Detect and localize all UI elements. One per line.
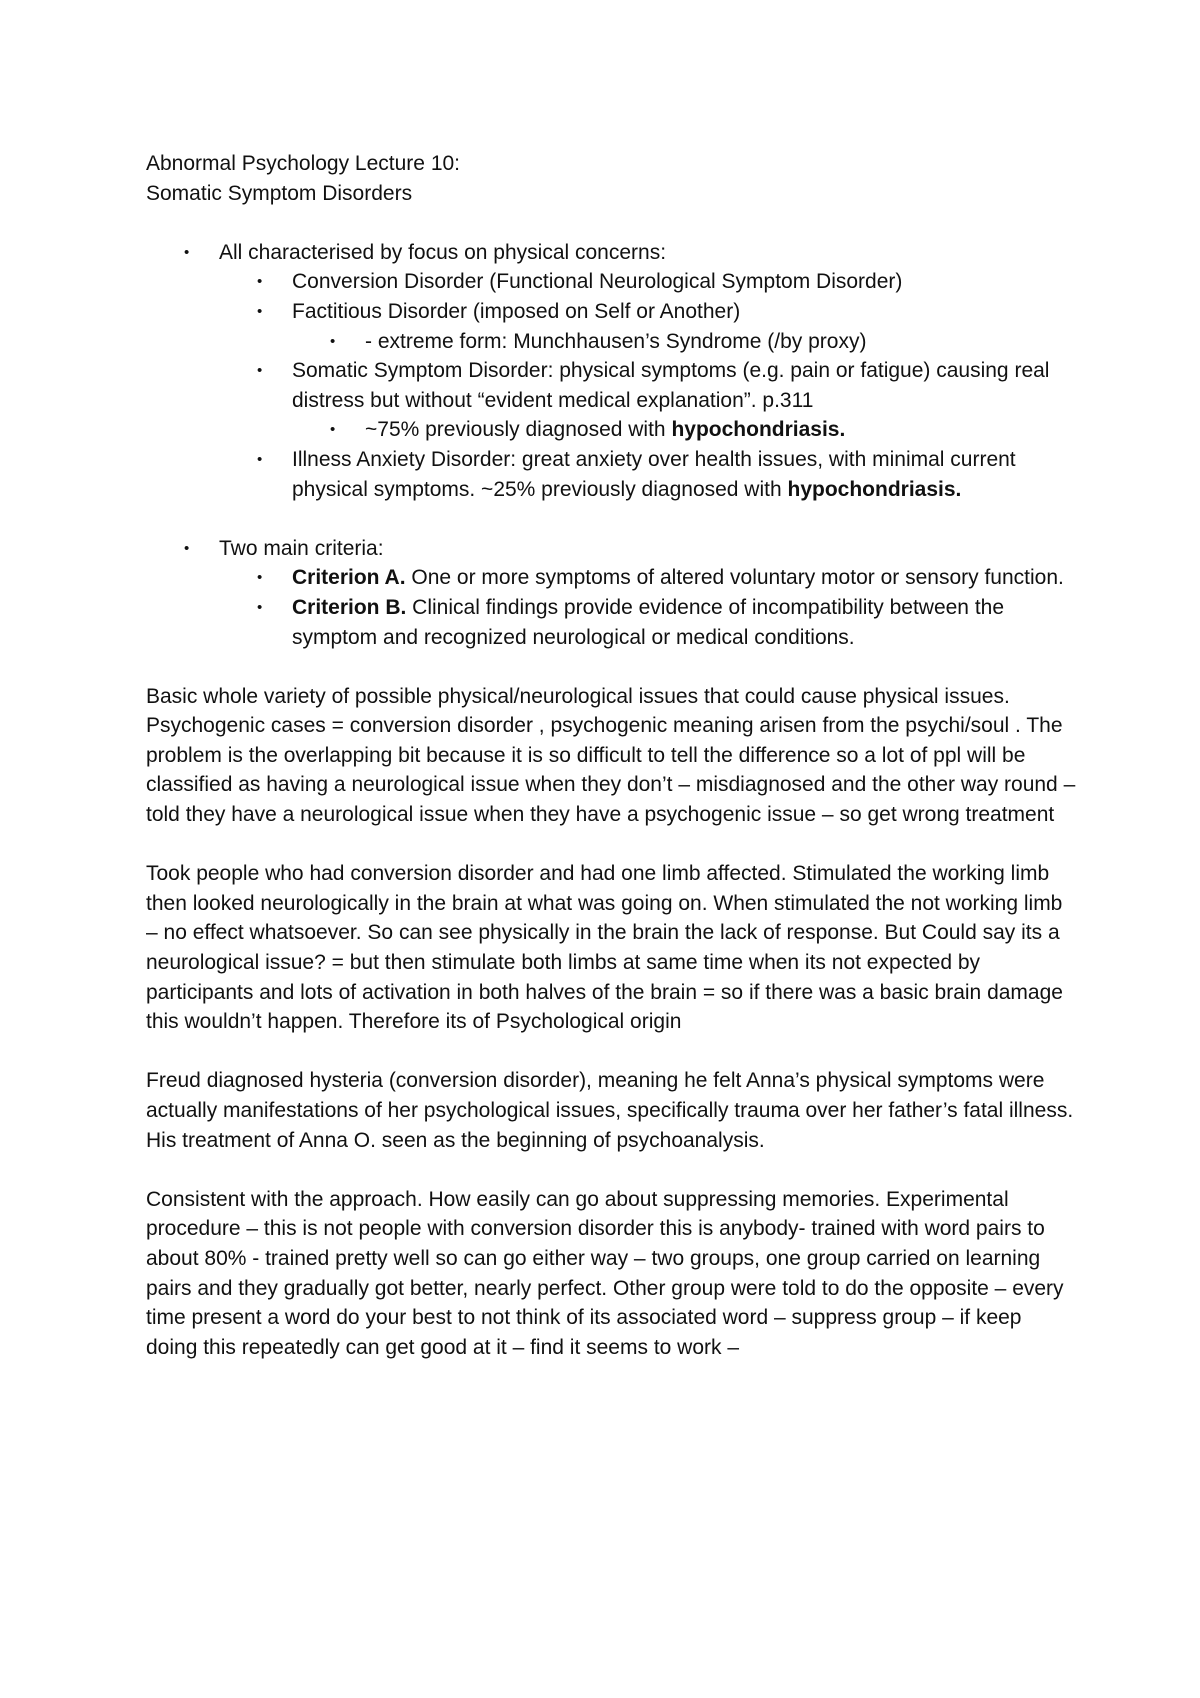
paragraph-suppression: Consistent with the approach. How easily can go about suppressing memories. Experimental procedure – this is not people with conversion disorder this is anybody- trained with word pairs to about 80% - trained pretty well so can go either way – two groups, one group carried on learning pairs and they gradually got better, nearly perfect. Other group were told to do the opposite – every time present a word do your best to not think of its associated word – suppress group – if keep doing this repeatedly can get good at it – find it seems to work – (146, 1187, 1064, 1359)
list-item-text: Conversion Disorder (Functional Neurological Symptom Disorder) (292, 270, 903, 294)
paragraph-psychogenic: Basic whole variety of possible physical/neurological issues that could cause physical issues. Psychogenic cases = conversion disorder , psychogenic meaning arisen from the psychi/soul . The problem is the overlapping bit because it is so difficult to tell the difference so a lot of ppl will be classified as having a neurological issue when they don’t – misdiagnosed and the other way round – told they have a neurological issue when they have a psychogenic issue – so get wrong treatment (146, 684, 1076, 827)
spacer (146, 208, 1076, 238)
list-item (146, 445, 1076, 504)
list-item-text: Illness Anxiety Disorder: great anxiety over health issues, with minimal current physical symptoms. ~25% previously diagnosed with (292, 447, 1016, 501)
document-content (146, 149, 1076, 1362)
list-item-text: Somatic Symptom Disorder: physical symptoms (e.g. pain or fatigue) causing real distress but without “evident medical explanation”. p.311 (292, 359, 1050, 412)
list-item (146, 327, 1076, 357)
bold-punct: . (839, 418, 846, 442)
bullet-icon: • (257, 598, 263, 616)
list-item-text: ~75% previously diagnosed with (365, 418, 672, 442)
bullet-icon: • (257, 362, 263, 380)
bold-term: hypochondriasis (671, 418, 840, 442)
list-item (146, 356, 1076, 415)
criterion-a-label: Criterion A. (292, 566, 406, 590)
paragraph-anna-o: His treatment of Anna O. seen as the beginning of psychoanalysis. (146, 1128, 765, 1152)
spacer (146, 1037, 1076, 1067)
spacer (146, 652, 1076, 682)
concerns-list (146, 238, 1076, 504)
criterion-b-label: Criterion B. (292, 595, 407, 619)
list-item (146, 593, 1076, 652)
list-item-text: All characterised by focus on physical concerns: (219, 240, 667, 264)
list-item-text: - extreme form: Munchhausen’s Syndrome (/by proxy) (365, 329, 867, 353)
criteria-list (146, 534, 1076, 652)
lecture-title: Abnormal Psychology Lecture 10: (146, 152, 461, 175)
paragraph-freud: Freud diagnosed hysteria (conversion disorder), meaning he felt Anna’s physical symptoms were actually manifestations of her psychological issues, specifically trauma over her father’s fatal illness. (146, 1069, 1074, 1122)
criterion-b-text: Clinical findings provide evidence of incompatibility between the symptom and recognized neurological or medical conditions. (292, 595, 1005, 649)
bullet-icon: • (184, 243, 190, 261)
bullet-icon: • (330, 332, 336, 350)
spacer (146, 1155, 1076, 1185)
bullet-icon: • (257, 569, 263, 587)
criterion-a-text: One or more symptoms of altered voluntary motor or sensory function. (405, 566, 1064, 590)
list-item (146, 297, 1076, 327)
list-item (146, 238, 1076, 268)
bold-term: hypochondriasis (787, 477, 956, 501)
list-item (146, 563, 1076, 593)
bullet-icon: • (184, 539, 190, 557)
paragraph-limb-study: Took people who had conversion disorder and had one limb affected. Stimulated the working limb then looked neurologically in the brain at what was going on. When stimulated the not working limb – no effect whatsoever. So can see physically in the brain the lack of response. But Could say its a neurological issue? = but then stimulate both limbs at same time when its not expected by participants and lots of activation in both halves of the brain = so if there was a basic brain damage this wouldn’t happen. Therefore its of Psychological origin (146, 862, 1063, 1034)
spacer (146, 504, 1076, 534)
lecture-subtitle: Somatic Symptom Disorders (146, 181, 413, 205)
bullet-icon: • (257, 302, 263, 320)
list-item-text: Factitious Disorder (imposed on Self or Another) (292, 299, 741, 323)
list-item (146, 415, 1076, 445)
list-item (146, 534, 1076, 564)
bullet-icon: • (257, 273, 263, 291)
spacer (146, 830, 1076, 860)
bullet-icon: • (257, 450, 263, 468)
list-item (146, 267, 1076, 297)
bold-punct: . (955, 477, 962, 501)
bullet-icon: • (330, 421, 336, 439)
list-item-text: Two main criteria: (219, 536, 384, 560)
